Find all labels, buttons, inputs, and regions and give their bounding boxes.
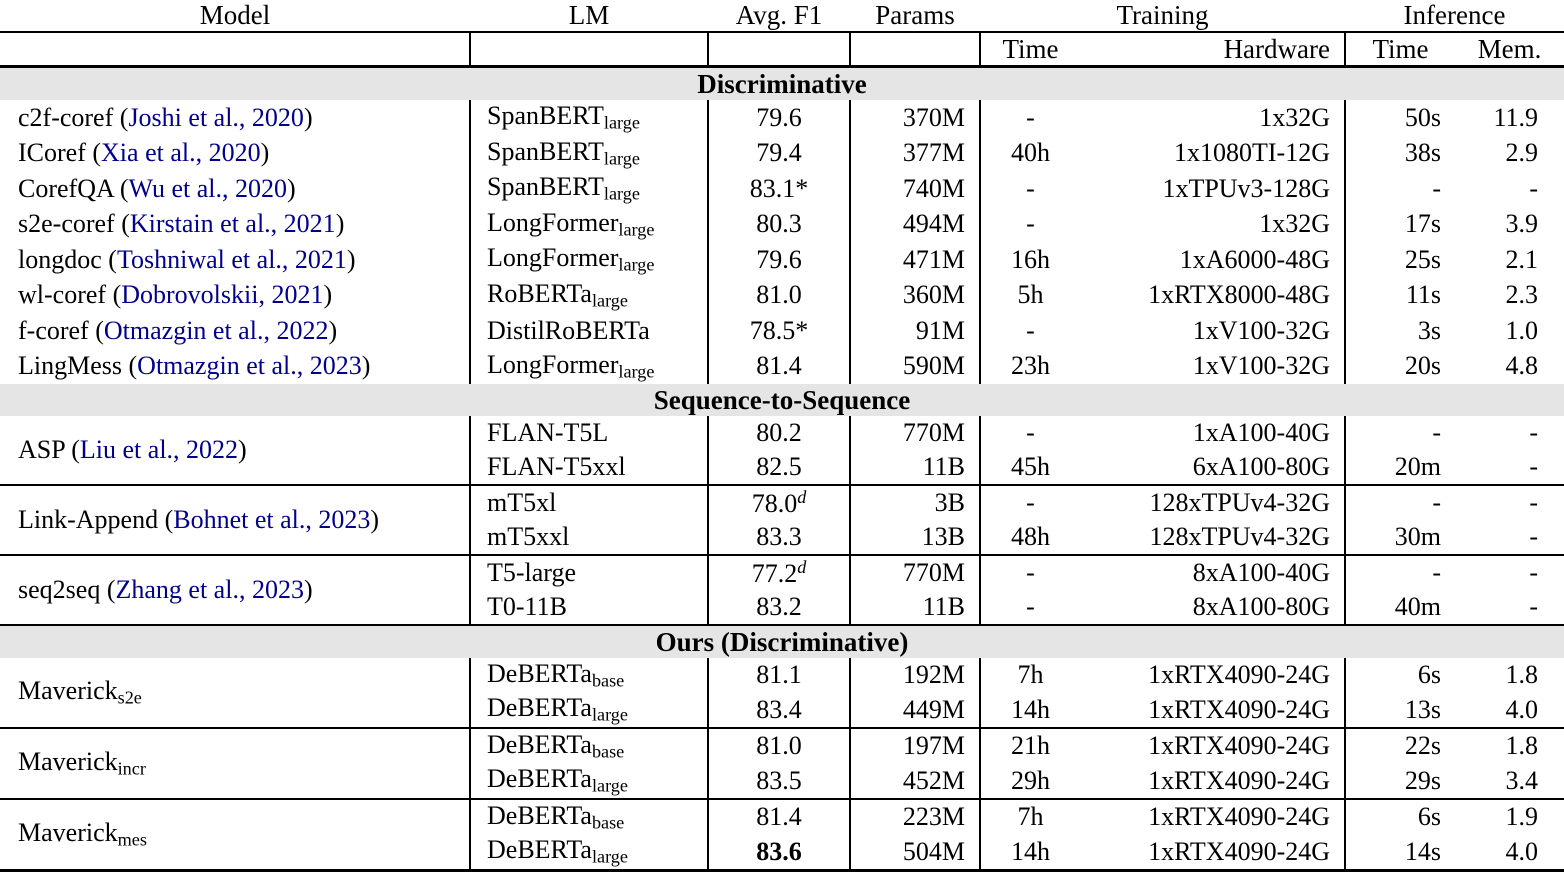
lm-cell bbox=[470, 100, 708, 136]
avg-f1-cell bbox=[708, 728, 850, 764]
citation-open-paren: ( bbox=[112, 280, 122, 310]
lm-name: DeBERTa bbox=[487, 800, 592, 830]
inference-time-cell: 17s bbox=[1345, 207, 1455, 243]
lm-cell bbox=[470, 278, 708, 314]
train-hardware-cell: 8xA100-80G bbox=[1192, 592, 1330, 621]
citation-close-paren: ) bbox=[335, 209, 345, 239]
params-cell: 370M bbox=[850, 100, 980, 136]
section-label: Discriminative bbox=[0, 67, 1564, 101]
table-row bbox=[0, 349, 1564, 385]
model-cell bbox=[0, 136, 470, 172]
lm-name: FLAN-T5L bbox=[487, 418, 609, 447]
train-hardware-cell: 1x32G bbox=[1259, 102, 1330, 132]
inference-time-cell: 22s bbox=[1345, 728, 1455, 764]
lm-name: DeBERTa bbox=[487, 835, 592, 865]
lm-name: SpanBERT bbox=[487, 101, 604, 131]
inference-time-cell: - bbox=[1345, 171, 1455, 207]
inference-mem-cell: 2.1 bbox=[1505, 244, 1539, 274]
model-variant-subscript: incr bbox=[117, 758, 146, 779]
train-hardware-cell: 8xA100-40G bbox=[1080, 555, 1345, 590]
avg-f1-value: 81.0 bbox=[756, 280, 802, 310]
table-row bbox=[0, 313, 1564, 349]
lm-cell bbox=[470, 485, 708, 520]
avg-f1-cell bbox=[708, 693, 850, 729]
train-hardware-cell: 1xRTX4090-24G bbox=[1148, 660, 1330, 690]
model-name: longdoc bbox=[18, 244, 102, 274]
train-time-cell: - bbox=[980, 207, 1080, 243]
inference-mem-cell: 11.9 bbox=[1493, 102, 1539, 132]
model-cell bbox=[0, 100, 470, 136]
section-band bbox=[0, 625, 1564, 658]
col-header-train-time: Time bbox=[980, 32, 1080, 67]
avg-f1-value: 83.1* bbox=[749, 173, 809, 203]
lm-size-subscript: large bbox=[591, 847, 628, 868]
train-hardware-cell: 1xRTX8000-48G bbox=[1148, 280, 1330, 310]
lm-cell bbox=[470, 799, 708, 835]
train-time-cell: 7h bbox=[980, 799, 1080, 835]
avg-f1-value: 79.4 bbox=[756, 138, 802, 168]
lm-name: T5-large bbox=[487, 558, 577, 587]
lm-size-subscript: base bbox=[591, 812, 625, 833]
avg-f1-superscript: d bbox=[797, 486, 807, 507]
table-row bbox=[0, 278, 1564, 314]
avg-f1-value: 83.5 bbox=[756, 765, 802, 795]
citation-link[interactable]: Joshi et al., 2020 bbox=[128, 102, 304, 132]
table-row bbox=[0, 485, 1564, 520]
params-cell: 13B bbox=[850, 520, 980, 555]
lm-name: LongFormer bbox=[487, 207, 619, 237]
avg-f1-value: 81.0 bbox=[756, 731, 802, 761]
train-hardware-cell: 1xA6000-48G bbox=[1179, 244, 1330, 274]
lm-size-subscript: large bbox=[603, 113, 640, 134]
model-name: Maverick bbox=[18, 676, 118, 706]
train-hardware-cell: 1xTPUv3-128G bbox=[1162, 173, 1330, 203]
train-hardware-cell: 1xRTX4090-24G bbox=[1080, 799, 1345, 835]
train-time-cell: - bbox=[980, 313, 1080, 349]
model-name: CorefQA bbox=[18, 173, 114, 203]
avg-f1-cell bbox=[708, 658, 850, 693]
citation-open-paren: ( bbox=[119, 102, 129, 132]
inference-time-cell: 40m bbox=[1345, 590, 1455, 625]
model-cell bbox=[0, 416, 470, 485]
inference-time-cell: 38s bbox=[1345, 136, 1455, 172]
inference-mem-cell: - bbox=[1529, 592, 1539, 621]
lm-name: FLAN-T5xxl bbox=[487, 452, 626, 481]
model-cell bbox=[0, 485, 470, 555]
citation-link[interactable]: Kirstain et al., 2021 bbox=[129, 209, 336, 239]
train-hardware-cell: 1x1080TI-12G bbox=[1174, 138, 1330, 168]
avg-f1-value: 79.6 bbox=[756, 102, 802, 132]
header-spacer-params bbox=[850, 32, 980, 67]
avg-f1-cell bbox=[708, 764, 850, 800]
train-time-cell: - bbox=[980, 555, 1080, 590]
inference-time-cell: 6s bbox=[1345, 799, 1455, 835]
inference-mem-cell: 1.9 bbox=[1455, 799, 1564, 835]
inference-mem-cell: 4.0 bbox=[1505, 694, 1539, 724]
avg-f1-cell bbox=[708, 242, 850, 278]
inference-time-cell: 14s bbox=[1345, 835, 1455, 871]
avg-f1-cell bbox=[708, 799, 850, 835]
table-row bbox=[0, 242, 1564, 278]
params-cell: 197M bbox=[850, 728, 980, 764]
lm-cell bbox=[470, 450, 708, 485]
inference-time-cell: 6s bbox=[1345, 658, 1455, 693]
header-spacer-model bbox=[0, 32, 470, 67]
train-time-cell: 7h bbox=[980, 658, 1080, 693]
params-cell: 452M bbox=[850, 764, 980, 800]
params-cell: 377M bbox=[850, 136, 980, 172]
inference-mem-cell: 3.4 bbox=[1505, 765, 1539, 795]
lm-size-subscript: large bbox=[603, 184, 640, 205]
inference-mem-cell: 4.0 bbox=[1505, 836, 1539, 866]
params-cell: 11B bbox=[850, 590, 980, 625]
citation-link[interactable]: Otmazgin et al., 2023 bbox=[137, 351, 362, 381]
lm-name: SpanBERT bbox=[487, 172, 604, 202]
inference-mem-cell: - bbox=[1529, 452, 1539, 481]
lm-name: SpanBERT bbox=[487, 136, 604, 166]
lm-size-subscript: large bbox=[618, 361, 655, 382]
avg-f1-cell bbox=[708, 100, 850, 136]
col-header-inf-time: Time bbox=[1345, 32, 1455, 67]
inference-mem-cell: - bbox=[1529, 418, 1539, 447]
lm-cell bbox=[470, 171, 708, 207]
avg-f1-value: 79.6 bbox=[756, 244, 802, 274]
lm-size-subscript: large bbox=[618, 255, 655, 276]
col-header-inference: Inference bbox=[1345, 0, 1564, 32]
table-row bbox=[0, 136, 1564, 172]
lm-cell bbox=[470, 555, 708, 590]
lm-name: DeBERTa bbox=[487, 693, 592, 723]
avg-f1-value: 80.3 bbox=[756, 209, 802, 239]
table-row bbox=[0, 416, 1564, 450]
params-cell: 11B bbox=[850, 450, 980, 485]
inference-mem-cell: 1.8 bbox=[1505, 660, 1539, 690]
lm-size-subscript: large bbox=[591, 776, 628, 797]
train-time-cell: - bbox=[980, 100, 1080, 136]
model-name: ICoref bbox=[18, 138, 86, 168]
citation-open-paren: ( bbox=[128, 351, 138, 381]
model-cell bbox=[0, 242, 470, 278]
citation-link[interactable]: Otmazgin et al., 2022 bbox=[103, 315, 329, 345]
inference-time-cell: 13s bbox=[1345, 693, 1455, 729]
params-cell: 770M bbox=[850, 416, 980, 450]
model-cell bbox=[0, 278, 470, 314]
header-row-sub bbox=[0, 32, 1564, 67]
inference-mem-cell: 1.8 bbox=[1455, 728, 1564, 764]
citation-close-paren: ) bbox=[238, 435, 247, 464]
model-cell bbox=[0, 555, 470, 625]
model-name: s2e-coref bbox=[18, 209, 115, 239]
params-cell: 504M bbox=[850, 835, 980, 871]
train-time-cell: 29h bbox=[980, 764, 1080, 800]
avg-f1-value: 80.2 bbox=[756, 418, 802, 447]
model-cell bbox=[0, 171, 470, 207]
model-cell bbox=[0, 728, 470, 799]
train-hardware-cell: 128xTPUv4-32G bbox=[1080, 485, 1345, 520]
train-time-cell: - bbox=[980, 485, 1080, 520]
col-header-model: Model bbox=[0, 0, 470, 32]
model-name: seq2seq bbox=[18, 575, 101, 604]
avg-f1-cell bbox=[708, 171, 850, 207]
citation-link[interactable]: Zhang et al., 2023 bbox=[115, 575, 304, 604]
train-hardware-cell: 1xRTX4090-24G bbox=[1148, 836, 1330, 866]
inference-mem-cell: - bbox=[1529, 173, 1539, 203]
train-hardware-cell: 1xV100-32G bbox=[1192, 351, 1330, 381]
col-header-avg-f1: Avg. F1 bbox=[708, 0, 850, 32]
citation-link[interactable]: Dobrovolskii, 2021 bbox=[121, 280, 324, 310]
col-header-inf-mem: Mem. bbox=[1455, 32, 1564, 67]
avg-f1-cell bbox=[708, 416, 850, 450]
lm-name: DeBERTa bbox=[487, 764, 592, 794]
train-hardware-cell: 128xTPUv4-32G bbox=[1149, 522, 1330, 551]
citation-link[interactable]: Xia et al., 2020 bbox=[101, 138, 261, 168]
inference-mem-cell: 4.8 bbox=[1505, 351, 1539, 381]
train-time-cell: 14h bbox=[980, 835, 1080, 871]
citation-link[interactable]: Toshniwal et al., 2021 bbox=[116, 244, 347, 274]
lm-name: DeBERTa bbox=[487, 658, 592, 688]
inference-mem-cell: 2.3 bbox=[1505, 280, 1539, 310]
params-cell: 192M bbox=[850, 658, 980, 693]
train-hardware-cell: 1xRTX4090-24G bbox=[1080, 728, 1345, 764]
train-time-cell: 16h bbox=[980, 242, 1080, 278]
lm-cell bbox=[470, 207, 708, 243]
lm-size-subscript: large bbox=[618, 219, 655, 240]
header-spacer-lm bbox=[470, 32, 708, 67]
citation-link[interactable]: Wu et al., 2020 bbox=[128, 173, 288, 203]
inference-mem-cell: 2.9 bbox=[1505, 138, 1539, 168]
inference-time-cell: 3s bbox=[1345, 313, 1455, 349]
avg-f1-cell bbox=[708, 207, 850, 243]
inference-time-cell: 30m bbox=[1345, 520, 1455, 555]
train-time-cell: - bbox=[980, 590, 1080, 625]
citation-link[interactable]: Liu et al., 2022 bbox=[79, 435, 239, 464]
header-row-groups bbox=[0, 0, 1564, 32]
citation-close-paren: ) bbox=[328, 315, 338, 345]
model-name: Link-Append bbox=[18, 505, 159, 534]
inference-mem-cell: 3.9 bbox=[1505, 209, 1539, 239]
section-label: Ours (Discriminative) bbox=[0, 625, 1564, 658]
table-row bbox=[0, 555, 1564, 590]
table-row bbox=[0, 100, 1564, 136]
model-variant-subscript: s2e bbox=[117, 687, 142, 708]
avg-f1-value: 82.5 bbox=[756, 452, 802, 481]
inference-time-cell: 11s bbox=[1345, 278, 1455, 314]
lm-cell bbox=[470, 764, 708, 800]
train-time-cell: 40h bbox=[980, 136, 1080, 172]
citation-close-paren: ) bbox=[323, 280, 333, 310]
train-time-cell: 14h bbox=[980, 693, 1080, 729]
lm-cell bbox=[470, 693, 708, 729]
model-name: f-coref bbox=[18, 315, 89, 345]
avg-f1-value: 81.4 bbox=[756, 351, 802, 381]
col-header-params: Params bbox=[850, 0, 980, 32]
params-cell: 590M bbox=[850, 349, 980, 385]
citation-close-paren: ) bbox=[370, 505, 380, 534]
avg-f1-cell bbox=[708, 835, 850, 871]
lm-name: T0-11B bbox=[487, 592, 567, 621]
citation-link[interactable]: Bohnet et al., 2023 bbox=[173, 505, 371, 534]
avg-f1-cell bbox=[708, 349, 850, 385]
table-row bbox=[0, 799, 1564, 835]
lm-name: LongFormer bbox=[487, 243, 619, 273]
col-header-training: Training bbox=[980, 0, 1345, 32]
lm-cell bbox=[470, 658, 708, 693]
model-name: wl-coref bbox=[18, 280, 107, 310]
train-time-cell: 5h bbox=[980, 278, 1080, 314]
model-name: c2f-coref bbox=[18, 102, 114, 132]
params-cell: 740M bbox=[850, 171, 980, 207]
inference-time-cell: 20m bbox=[1345, 450, 1455, 485]
inference-time-cell: - bbox=[1345, 555, 1455, 590]
avg-f1-cell bbox=[708, 555, 850, 590]
lm-name: RoBERTa bbox=[487, 278, 592, 308]
lm-cell bbox=[470, 728, 708, 764]
avg-f1-cell bbox=[708, 313, 850, 349]
avg-f1-cell bbox=[708, 520, 850, 555]
avg-f1-cell bbox=[708, 485, 850, 520]
params-cell: 223M bbox=[850, 799, 980, 835]
lm-name: LongFormer bbox=[487, 349, 619, 379]
params-cell: 494M bbox=[850, 207, 980, 243]
inference-time-cell: 50s bbox=[1345, 100, 1455, 136]
citation-close-paren: ) bbox=[346, 244, 356, 274]
avg-f1-value: 83.2 bbox=[756, 592, 802, 621]
citation-open-paren: ( bbox=[95, 315, 104, 345]
lm-size-subscript: large bbox=[591, 290, 628, 311]
lm-cell bbox=[470, 136, 708, 172]
avg-f1-cell bbox=[708, 590, 850, 625]
params-cell: 770M bbox=[850, 555, 980, 590]
avg-f1-cell bbox=[708, 450, 850, 485]
citation-open-paren: ( bbox=[108, 244, 117, 274]
section-band bbox=[0, 384, 1564, 416]
inference-time-cell: 29s bbox=[1345, 764, 1455, 800]
citation-close-paren: ) bbox=[303, 102, 313, 132]
lm-cell bbox=[470, 835, 708, 871]
model-name: ASP bbox=[18, 435, 65, 464]
lm-cell bbox=[470, 590, 708, 625]
model-name: LingMess bbox=[18, 351, 122, 381]
train-hardware-cell: 6xA100-80G bbox=[1192, 452, 1330, 481]
train-time-cell: 45h bbox=[980, 450, 1080, 485]
model-name: Maverick bbox=[18, 818, 118, 848]
avg-f1-value: 83.3 bbox=[756, 522, 802, 551]
lm-name: DistilRoBERTa bbox=[487, 315, 650, 345]
model-cell bbox=[0, 799, 470, 871]
train-hardware-cell: 1xV100-32G bbox=[1192, 315, 1330, 345]
avg-f1-cell bbox=[708, 278, 850, 314]
col-header-lm: LM bbox=[470, 0, 708, 32]
lm-cell bbox=[470, 349, 708, 385]
inference-mem-cell: - bbox=[1455, 555, 1564, 590]
inference-time-cell: - bbox=[1345, 485, 1455, 520]
inference-time-cell: - bbox=[1345, 416, 1455, 450]
params-cell: 449M bbox=[850, 693, 980, 729]
inference-mem-cell: - bbox=[1455, 485, 1564, 520]
avg-f1-cell bbox=[708, 136, 850, 172]
train-hardware-cell: 1xA100-40G bbox=[1192, 418, 1330, 447]
citation-open-paren: ( bbox=[71, 435, 80, 464]
model-variant-subscript: mes bbox=[117, 829, 147, 850]
citation-close-paren: ) bbox=[303, 575, 313, 604]
avg-f1-value: 78.5* bbox=[749, 315, 809, 345]
citation-open-paren: ( bbox=[119, 173, 129, 203]
table-row bbox=[0, 728, 1564, 764]
lm-cell bbox=[470, 416, 708, 450]
inference-mem-cell: 1.0 bbox=[1505, 315, 1539, 345]
lm-name: DeBERTa bbox=[487, 729, 592, 759]
model-cell bbox=[0, 207, 470, 243]
params-cell: 3B bbox=[850, 485, 980, 520]
lm-cell bbox=[470, 313, 708, 349]
section-band bbox=[0, 67, 1564, 101]
model-cell bbox=[0, 658, 470, 728]
table-row bbox=[0, 171, 1564, 207]
lm-name: mT5xxl bbox=[487, 522, 570, 551]
params-cell: 360M bbox=[850, 278, 980, 314]
avg-f1-superscript: d bbox=[797, 556, 807, 577]
lm-name: mT5xl bbox=[487, 488, 557, 517]
train-time-cell: 48h bbox=[980, 520, 1080, 555]
table-row bbox=[0, 207, 1564, 243]
train-hardware-cell: 1xRTX4090-24G bbox=[1148, 765, 1330, 795]
header-spacer-avg-f1 bbox=[708, 32, 850, 67]
params-cell: 91M bbox=[850, 313, 980, 349]
citation-close-paren: ) bbox=[361, 351, 371, 381]
citation-close-paren: ) bbox=[287, 173, 296, 203]
lm-size-subscript: large bbox=[591, 705, 628, 726]
train-time-cell: - bbox=[980, 171, 1080, 207]
citation-open-paren: ( bbox=[164, 505, 174, 534]
citation-close-paren: ) bbox=[260, 138, 270, 168]
train-time-cell: 21h bbox=[980, 728, 1080, 764]
section-label: Sequence-to-Sequence bbox=[0, 384, 1564, 416]
model-name: Maverick bbox=[18, 747, 118, 777]
inference-mem-cell: - bbox=[1529, 522, 1539, 551]
model-cell bbox=[0, 349, 470, 385]
col-header-train-hardware: Hardware bbox=[1080, 32, 1345, 67]
lm-size-subscript: large bbox=[603, 148, 640, 169]
train-time-cell: 23h bbox=[980, 349, 1080, 385]
avg-f1-value: 81.1 bbox=[756, 660, 802, 690]
lm-size-subscript: base bbox=[591, 741, 625, 762]
citation-open-paren: ( bbox=[121, 209, 130, 239]
table-row bbox=[0, 658, 1564, 693]
train-hardware-cell: 1xRTX4090-24G bbox=[1148, 694, 1330, 724]
avg-f1-value: 81.4 bbox=[756, 802, 802, 832]
train-hardware-cell: 1x32G bbox=[1259, 209, 1330, 239]
params-cell: 471M bbox=[850, 242, 980, 278]
lm-cell bbox=[470, 520, 708, 555]
lm-cell bbox=[470, 242, 708, 278]
lm-size-subscript: base bbox=[591, 670, 625, 691]
model-cell bbox=[0, 313, 470, 349]
train-time-cell: - bbox=[980, 416, 1080, 450]
inference-time-cell: 20s bbox=[1345, 349, 1455, 385]
avg-f1-value: 83.6 bbox=[756, 836, 802, 866]
avg-f1-value: 83.4 bbox=[756, 694, 802, 724]
citation-open-paren: ( bbox=[92, 138, 102, 168]
avg-f1-value: 77.2 bbox=[751, 559, 798, 589]
inference-time-cell: 25s bbox=[1345, 242, 1455, 278]
avg-f1-value: 78.0 bbox=[751, 489, 798, 519]
citation-open-paren: ( bbox=[106, 575, 116, 604]
